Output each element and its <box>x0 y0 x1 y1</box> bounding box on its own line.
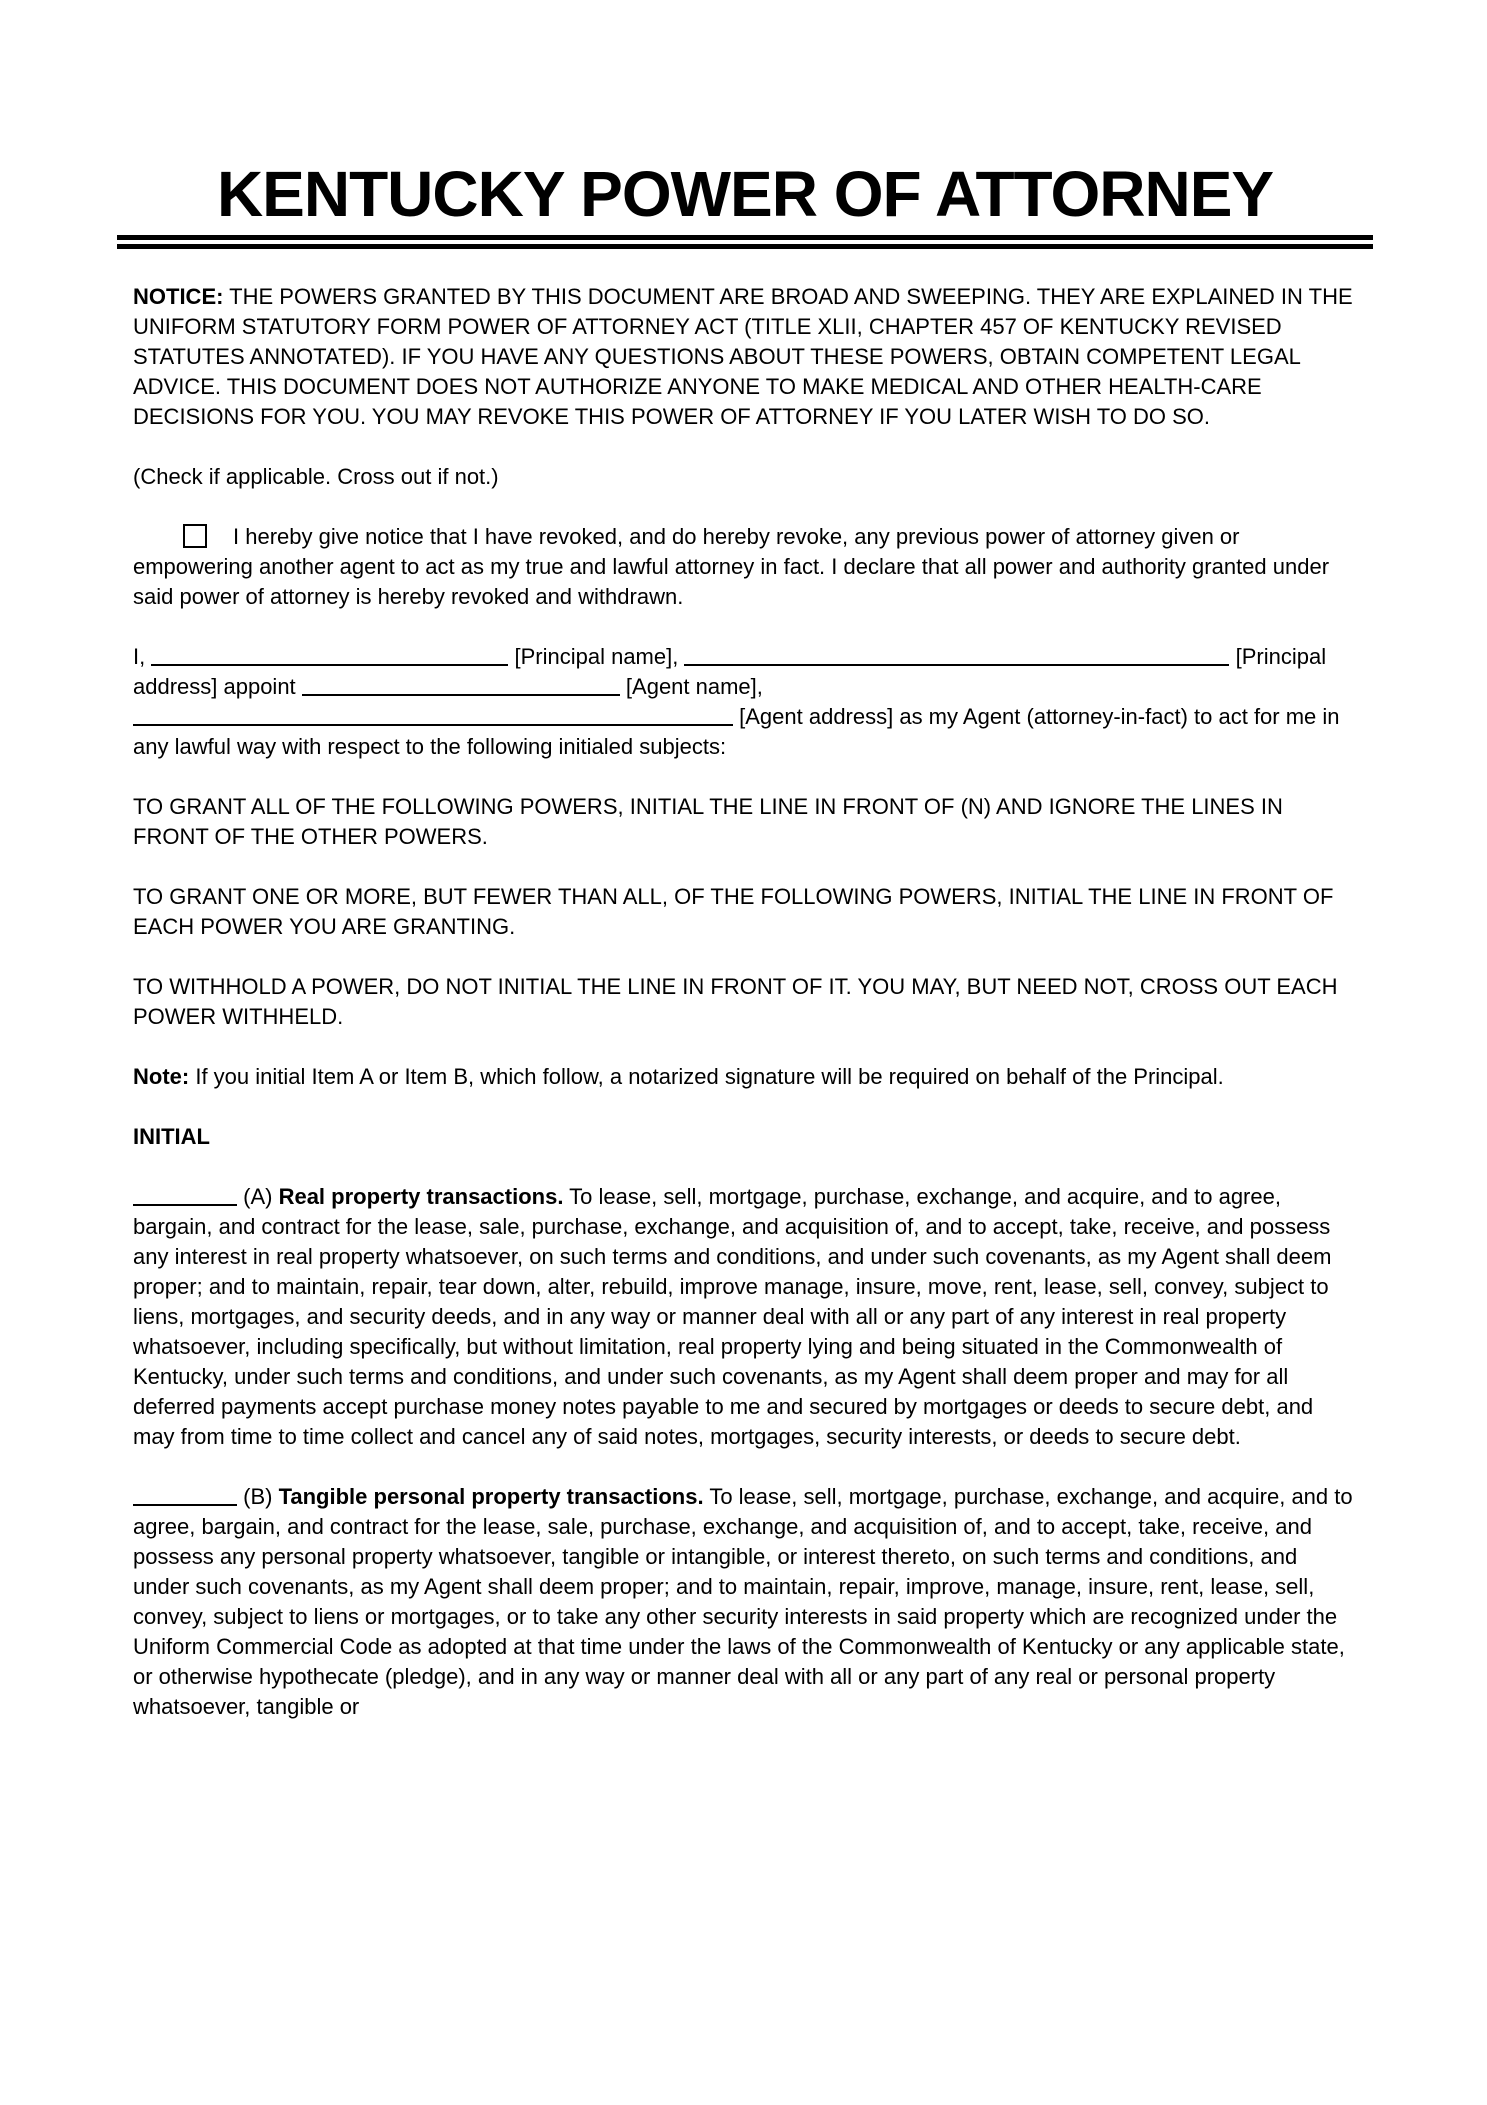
power-title-b: Tangible personal property transactions. <box>278 1484 704 1509</box>
revocation-text: I hereby give notice that I have revoked, and do hereby revoke, any previous power of attorney given or empowering another agent to act as my true and lawful attorney in fact. I declare that all power and authority granted under said power of attorney is hereby revoked and withdrawn. <box>133 524 1330 609</box>
power-item-b <box>133 1482 1357 1722</box>
initial-blank-b[interactable] <box>133 1484 237 1506</box>
instruction-grant-all: TO GRANT ALL OF THE FOLLOWING POWERS, INITIAL THE LINE IN FRONT OF (N) AND IGNORE THE LINES IN FRONT OF THE OTHER POWERS. <box>133 794 1283 849</box>
revocation-checkbox[interactable] <box>183 524 207 548</box>
power-body-a: To lease, sell, mortgage, purchase, exchange, and acquire, and to agree, bargain, and contract for the lease, sale, purchase, exchange, and acquisition of, and to accept, take, receive, and possess any interest in real property whatsoever, on such terms and conditions, and under such covenants, as my Agent shall deem proper; and to maintain, repair, tear down, alter, rebuild, improve manage, insure, move, rent, lease, sell, convey, subject to liens, mortgages, and security deeds, and in any way or manner deal with all or any part of any interest in real property whatsoever, including specifically, but without limitation, real property lying and being situated in the Commonwealth of Kentucky, under such terms and conditions, and under such covenants, as my Agent shall deem proper and may for all deferred payments accept purchase money notes payable to me and secured by mortgages or deeds to secure debt, and may from time to time collect and cancel any of said notes, mortgages, security interests, or deeds to secure debt. <box>133 1184 1332 1449</box>
principal-address-label: [Principal address] appoint <box>133 644 1327 699</box>
notice-paragraph <box>133 282 1357 432</box>
principal-name-blank[interactable] <box>151 644 508 666</box>
notice-text: THE POWERS GRANTED BY THIS DOCUMENT ARE BROAD AND SWEEPING. THEY ARE EXPLAINED IN THE UNIFORM STATUTORY FORM POWER OF ATTORNEY ACT (TITLE XLII, CHAPTER 457 OF KENTUCKY REVISED STATUTES ANNOTATED). IF YOU HAVE ANY QUESTIONS ABOUT THESE POWERS, OBTAIN COMPETENT LEGAL ADVICE. THIS DOCUMENT DOES NOT AUTHORIZE ANYONE TO MAKE MEDICAL AND OTHER HEALTH-CARE DECISIONS FOR YOU. YOU MAY REVOKE THIS POWER OF ATTORNEY IF YOU LATER WISH TO DO SO. <box>133 284 1353 429</box>
agent-name-label: [Agent name], <box>625 674 763 699</box>
title-divider <box>117 235 1373 249</box>
appointment-paragraph <box>133 642 1357 762</box>
notice-label: NOTICE: <box>133 284 224 309</box>
power-marker-b: (B) <box>243 1484 273 1509</box>
power-title-a: Real property transactions. <box>278 1184 564 1209</box>
initial-heading: INITIAL <box>133 1124 210 1149</box>
principal-name-label: [Principal name], <box>514 644 679 669</box>
agent-name-blank[interactable] <box>302 674 620 696</box>
revocation-paragraph <box>133 522 1357 612</box>
check-instruction: (Check if applicable. Cross out if not.) <box>133 464 499 489</box>
appointment-closing: act for me in any lawful way with respect to the following initialed subjects: <box>133 704 1340 759</box>
agent-address-blank[interactable] <box>133 704 733 726</box>
initial-blank-a[interactable] <box>133 1184 237 1206</box>
power-body-b: To lease, sell, mortgage, purchase, exchange, and acquire, and to agree, bargain, and contract for the lease, sale, purchase, exchange, and acquisition of, and to accept, take, receive, and possess any personal property whatsoever, tangible or intangible, or interest thereto, on such terms and conditions, and under such covenants, as my Agent shall deem proper; and to maintain, repair, improve, manage, insure, rent, lease, sell, convey, subject to liens or mortgages, or to take any other security interests in said property which are recognized under the Uniform Commercial Code as adopted at that time under the laws of the Commonwealth of Kentucky or any applicable state, or otherwise hypothecate (pledge), and in any way or manner deal with all or any part of any real or personal property whatsoever, tangible or <box>133 1484 1353 1719</box>
note-paragraph <box>133 1062 1357 1092</box>
instruction-grant-some: TO GRANT ONE OR MORE, BUT FEWER THAN ALL, OF THE FOLLOWING POWERS, INITIAL THE LINE IN FRONT OF EACH POWER YOU ARE GRANTING. <box>133 884 1334 939</box>
document-title: KENTUCKY POWER OF ATTORNEY <box>216 158 1274 230</box>
power-marker-a: (A) <box>243 1184 273 1209</box>
note-text: If you initial Item A or Item B, which follow, a notarized signature will be required on behalf of the Principal. <box>195 1064 1224 1089</box>
power-item-a <box>133 1182 1357 1452</box>
principal-address-blank[interactable] <box>684 644 1229 666</box>
note-label: Note: <box>133 1064 190 1089</box>
appointment-prefix: I, <box>133 644 146 669</box>
instruction-withhold: TO WITHHOLD A POWER, DO NOT INITIAL THE LINE IN FRONT OF IT. YOU MAY, BUT NEED NOT, CROSS OUT EACH POWER WITHHELD. <box>133 974 1338 1029</box>
agent-address-label: [Agent address] as my Agent (attorney-in-fact) to <box>739 704 1213 729</box>
